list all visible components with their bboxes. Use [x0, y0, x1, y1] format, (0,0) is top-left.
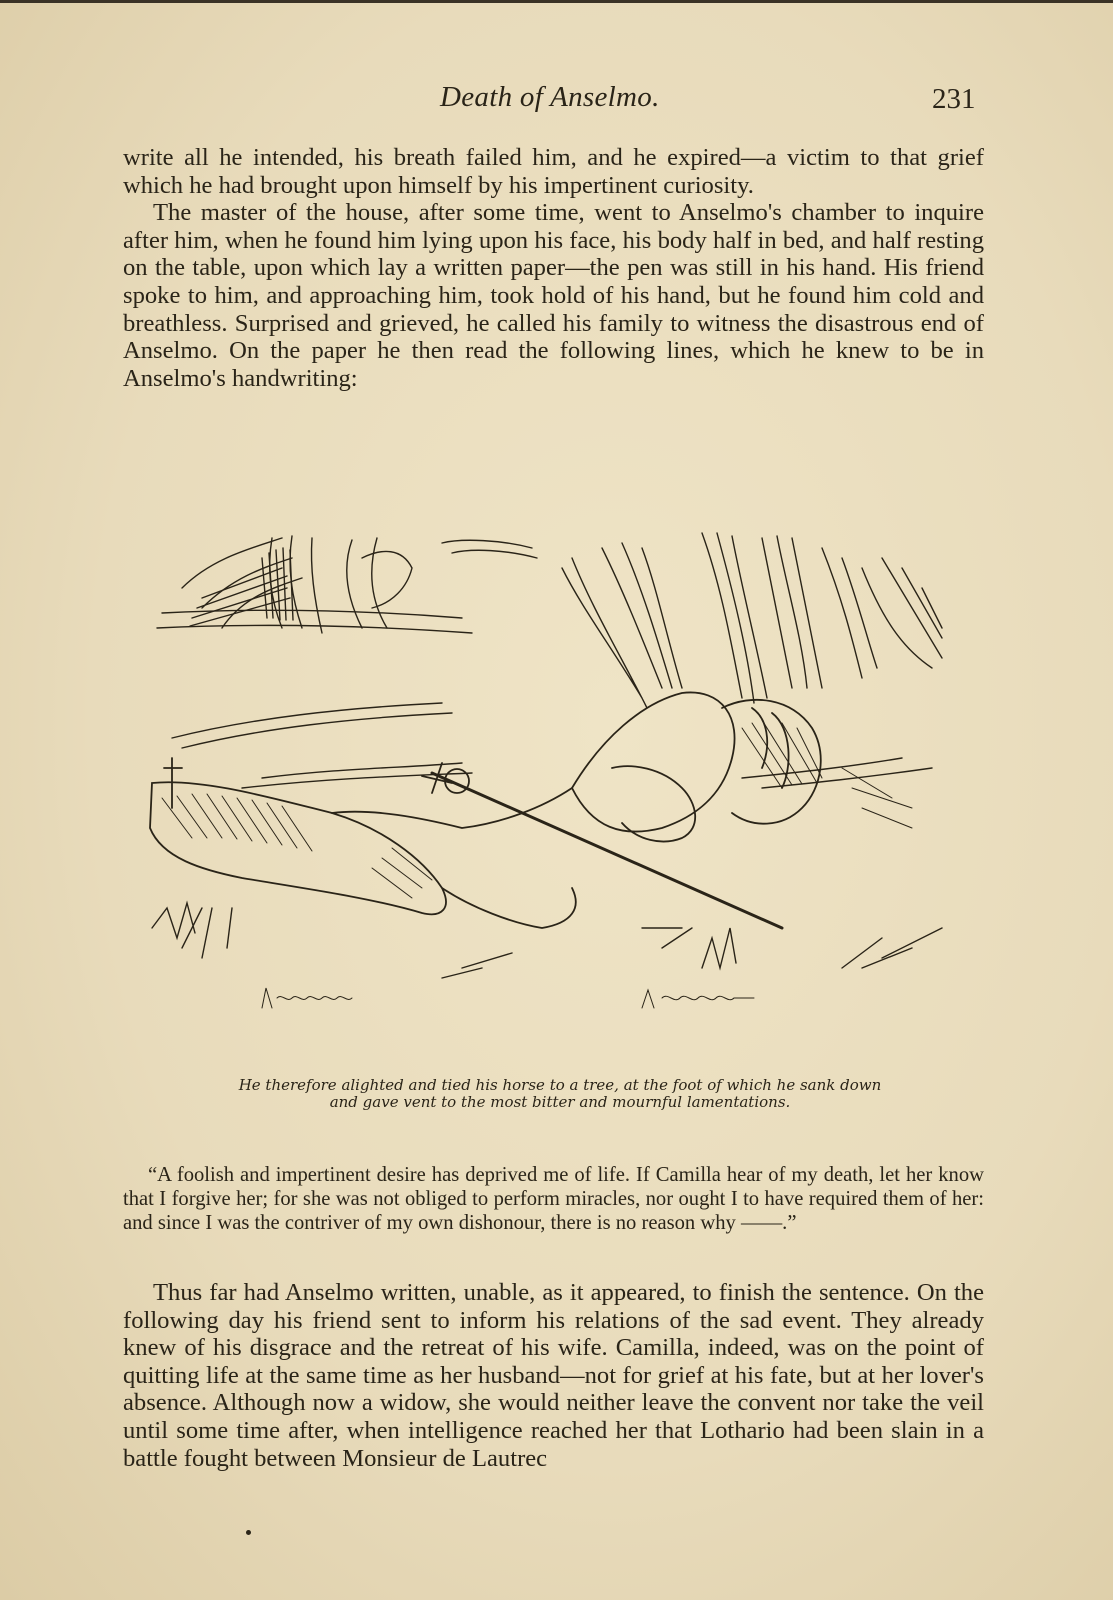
grass-right: [562, 533, 942, 708]
illustration-caption: [165, 1077, 955, 1111]
engraving-illustration: [142, 528, 962, 1048]
letter-text: “A foolish and impertinent desire has deprived me of life. If Camilla hear of my death, let her know that I forgive her; for she was not obliged to perform miracles, nor ought I to have required them of her: and since I was the contriver of my own dishonour, there is no reason why ——.”: [123, 1164, 984, 1234]
ground-hatching: [152, 610, 942, 978]
anselmo-letter: [123, 1163, 984, 1235]
paragraph-continued: write all he intended, his breath failed him, and he expired—a victim to that grief which he had brought upon himself by his impertinent curiosity.: [123, 144, 984, 199]
figure-shading: [162, 720, 912, 898]
paragraph-master-of-house: The master of the house, after some time, went to Anselmo's chamber to inquire after him, when he found him lying upon his face, his body half in bed, and half resting on the table, upon which lay a written paper—the pen was still in his hand. His friend spoke to him, and approaching him, took hold of his hand, but he found him cold and breathless. Surprised and grieved, he called his family to witness the disastrous end of Anselmo. On the paper he then read the following lines, which he knew to be in Anselmo's handwriting:: [123, 199, 984, 392]
caption-line-1: He therefore alighted and tied his horse to a tree, at the foot of which he sank down: [238, 1076, 882, 1094]
closing-text: [123, 1279, 984, 1472]
book-page: [0, 3, 1113, 1600]
page-number: 231: [932, 83, 976, 115]
caption-line-2: and gave vent to the most bitter and mournful lamentations.: [329, 1093, 791, 1111]
paragraph-thus-far: Thus far had Anselmo written, unable, as it appeared, to finish the sentence. On the following day his friend sent to inform his relations of the sad event. They already knew of his disgrace and the retreat of his wife. Camilla, indeed, was on the point of quitting life at the same time as her husband—not for grief at his fate, but at her lover's absence. Although now a widow, she would neither leave the convent nor take the veil until some time after, when intelligence reached her that Lothario had been slain in a battle fought between Monsieur de Lautrec: [123, 1279, 984, 1472]
engraver-signatures: [262, 988, 754, 1008]
opening-text: [123, 144, 984, 392]
running-head: Death of Anselmo.: [440, 81, 660, 113]
fallen-knight-figure: [150, 692, 821, 928]
page-speck: [246, 1530, 251, 1535]
background-trees: [182, 536, 537, 633]
